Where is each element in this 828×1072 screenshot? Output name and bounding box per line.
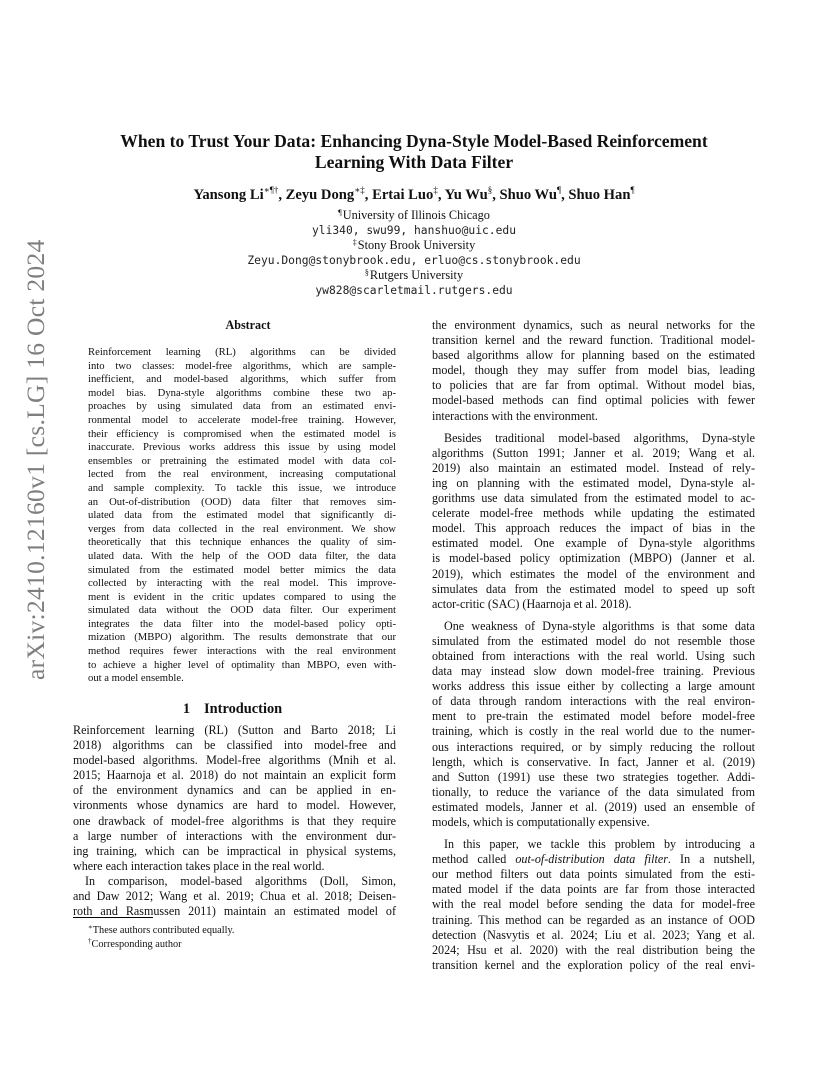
body-text-line: training, which is costly in the real world due to the numer- <box>432 724 755 739</box>
author-affiliation-marks: ∗‡ <box>354 185 365 195</box>
text-segment: method called <box>432 852 516 867</box>
body-text-line: model. This approach reduces the impact of bias in the <box>432 521 755 536</box>
body-text-line: roth and Rasmussen 2011) maintain an estimated model of <box>73 904 396 919</box>
author-separator: , <box>561 187 569 203</box>
body-text-line: mated model if the data points are far from those interacted <box>432 882 755 897</box>
abstract-line: inefficient, and model-based algorithms, which suffer from <box>88 374 396 386</box>
body-text-line: Reinforcement learning (RL) (Sutton and Barto 2018; Li <box>73 723 396 737</box>
abstract-line: an Out-of-distribution (OOD) data filter that removes sim- <box>88 496 396 508</box>
author-name: Shuo Han <box>568 187 631 203</box>
author-name: Yu Wu <box>444 187 488 203</box>
body-text-line: and Sutton (1991) use these two strategies together. Addi- <box>432 769 755 784</box>
body-text-line: of the environment dynamics and can be applied in en- <box>73 783 396 798</box>
body-text-line: interactions with the environment. <box>432 408 598 423</box>
body-text-line: length, which is conservative. In fact, Janner et al. (2019) <box>432 754 755 769</box>
author-affiliation-marks: ¶ <box>630 185 635 195</box>
body-text-line: to policies that are far from optimal. Without model bias, <box>432 378 755 393</box>
body-text-line: ous interactions required, or by simply reducing the rollout <box>432 739 755 754</box>
body-text-line: celerate model-free methods while updating the estimated <box>432 506 755 521</box>
footnote-rule <box>73 917 153 918</box>
paper-title <box>70 131 758 173</box>
author-affiliation-marks: ∗¶† <box>263 185 279 195</box>
body-text-line: where each interaction takes place in the real world. <box>73 858 325 873</box>
abstract-line: collected by interacting with the real model. This improve- <box>88 578 396 590</box>
body-text-line: our method filters out data points simulated from the esti- <box>432 867 755 882</box>
abstract-line: simulated data without the OOD data filter. Our experiment <box>88 605 396 617</box>
abstract-line: ronmental model to accelerate model-free training. However, <box>88 414 396 426</box>
affiliation-name: Stony Brook University <box>357 238 476 252</box>
abstract-line: inaccurate. Previous works address this issue by using model <box>88 442 396 454</box>
body-text-line: estimated models, Janner et al. (2019) used an ensemble of <box>432 799 755 814</box>
body-text-line: actor-critic (SAC) (Haarnoja et al. 2018). <box>432 596 632 611</box>
author-separator: , <box>278 187 286 203</box>
body-text-line: One weakness of Dyna-style algorithms is that some data <box>444 618 755 633</box>
abstract-line: mization (MBPO) algorithm. The results demonstrate that our <box>88 632 396 644</box>
section-number: 1 <box>182 701 191 717</box>
body-text-line: 2019), which estimates the model of the environment and <box>432 566 755 581</box>
body-text-line: simulates data from the estimated model to speed up soft <box>432 581 755 596</box>
body-text-line: transition kernel and the reward function. Traditional model- <box>432 333 755 348</box>
author-name: Shuo Wu <box>499 187 558 203</box>
abstract-heading: Abstract <box>225 318 271 332</box>
abstract-line: ulated data. With the help of the OOD data filter, the data <box>88 550 396 562</box>
author-separator: , <box>492 187 500 203</box>
email-rutgers: yw828@scarletmail.rutgers.edu <box>315 284 513 297</box>
body-text-line: ment to pre-train the estimated model before model-free <box>432 709 755 724</box>
body-text-line: obtained from interactions with the real world. Using such <box>432 648 755 663</box>
abstract-line: integrates the data filter into the model-based policy opti- <box>88 618 396 630</box>
body-text-line: of data through random interactions with the real environ- <box>432 694 755 709</box>
body-text-line: 2024; Hsu et al. 2020) with the real distribution being the <box>432 942 755 957</box>
paragraph-gap <box>432 424 755 431</box>
footnote-text: Corresponding author <box>91 939 182 950</box>
author-separator: , <box>437 187 445 203</box>
body-text-line: one drawback of model-free algorithms is that they require <box>73 813 396 828</box>
abstract-line: into two classes: model-free algorithms, which are sample- <box>88 360 396 372</box>
author-name: Zeyu Dong <box>285 187 355 203</box>
body-text-line: 2015; Haarnoja et al. 2018) do not maintain an explicit form <box>73 768 396 783</box>
abstract-line: to achieve a higher level of optimality than MBPO, even with- <box>88 659 396 671</box>
left-column-body <box>73 723 396 919</box>
body-text-line: 2018) algorithms can be classified into model-free and <box>73 738 396 753</box>
body-text-line: is model-based policy optimization (MBPO) (Janner et al. <box>432 551 755 566</box>
email-uic: yli340, swu99, hanshuo@uic.edu <box>311 224 517 237</box>
body-text-line: vironments whose dynamics are hard to model. However, <box>73 798 396 813</box>
abstract-line: out a model ensemble. <box>88 673 184 685</box>
right-column-body <box>432 318 755 973</box>
footnote-text: These authors contributed equally. <box>92 925 235 936</box>
body-text-line: data may instead slow down model-free training. Previous <box>432 664 755 679</box>
body-text-line: model-based methods can find optimal policies with fewer <box>432 393 755 408</box>
section-title: Introduction <box>204 701 283 717</box>
affiliation-name: University of Illinois Chicago <box>342 208 490 222</box>
abstract-line: method requires fewer interactions with the real environment <box>88 646 396 658</box>
paragraph-gap <box>432 612 755 619</box>
abstract-line: Reinforcement learning (RL) algorithms can be divided <box>88 347 396 358</box>
abstract-line: simulated from the estimated model better mimics the data <box>88 564 396 576</box>
body-text-line: the environment dynamics, such as neural networks for the <box>432 318 755 332</box>
abstract-line: ensembles or pretraining the estimated model with data col- <box>88 455 396 467</box>
footnote-mark: ∗ <box>88 923 93 931</box>
abstract-line: ulated data from the estimated model that significantly di- <box>88 510 396 522</box>
body-text-line: In comparison, model-based algorithms (Doll, Simon, <box>85 873 396 888</box>
body-text-line: a large number of interactions with the environment dur- <box>73 828 396 843</box>
author-affiliation-marks: ¶ <box>557 185 562 195</box>
author-separator: , <box>364 187 373 203</box>
affiliation-mark: ¶ <box>338 208 342 217</box>
text-segment: . In a nutshell, <box>667 852 755 867</box>
footnote-mark: † <box>88 937 92 945</box>
body-text-line: and Daw 2012; Wang et al. 2019; Chua et al. 2018; Deisen- <box>73 889 396 904</box>
footnote-corresponding-author <box>88 938 182 951</box>
title-line-2: Learning With Data Filter <box>314 152 514 172</box>
abstract-line: theoretically that this technique enhances the quality of sim- <box>88 537 396 549</box>
body-text-line: In this paper, we tackle this problem by introducing a <box>444 837 755 852</box>
body-text-line: with the real model before sending the data for model-free <box>432 897 755 912</box>
abstract-line: lected from the real environment, increasing computational <box>88 469 396 481</box>
body-text-line: gorithms use data simulated from the estimated model to ac- <box>432 491 755 506</box>
body-text-line: models, which is computationally expensive. <box>432 815 650 829</box>
author-name: Yansong Li <box>193 187 264 203</box>
abstract-line: proaches by using simulated data from an estimated envi- <box>88 401 396 413</box>
email-stonybrook: Zeyu.Dong@stonybrook.edu, erluo@cs.stonybrook.edu <box>247 254 581 267</box>
abstract-line: verges from data collected in the real environment. We show <box>88 523 396 535</box>
body-text-line: based algorithms allow for planning based on the estimated <box>432 348 755 363</box>
body-text-line: Besides traditional model-based algorithms, Dyna-style <box>444 430 755 445</box>
author-name: Ertai Luo <box>372 187 434 203</box>
section-heading-introduction <box>70 701 395 718</box>
abstract-line: model bias. Dyna-style algorithms combine these two ap- <box>88 387 396 399</box>
arxiv-identifier-stamp: arXiv:2410.12160v1 [cs.LG] 16 Oct 2024 <box>21 239 50 680</box>
paragraph-gap <box>432 830 755 837</box>
title-line-1: When to Trust Your Data: Enhancing Dyna-Style Model-Based Reinforcement <box>120 131 708 151</box>
body-text-line <box>432 852 755 867</box>
body-text-line: detection (Nasvytis et al. 2024; Liu et al. 2023; Yang et al. <box>432 927 755 942</box>
body-text-line: ing training, which can be impractical in physical systems, <box>73 843 396 858</box>
affiliation-uic <box>70 208 758 223</box>
body-text-line: transition kernel and the exploration policy of the real envi- <box>432 957 755 972</box>
abstract-line: their efficiency is compromised when the estimated model is <box>88 428 396 440</box>
emphasized-term: out-of-distribution data filter <box>515 852 668 867</box>
affiliation-mark: § <box>364 268 369 277</box>
body-text-line: 2019) also maintain an estimated model. Instead of rely- <box>432 460 755 475</box>
author-list <box>70 186 758 204</box>
body-text-line: ing on planning with the estimated model, Dyna-style al- <box>432 475 755 490</box>
body-text-line: model, though they may suffer from model bias, leading <box>432 363 755 378</box>
body-text-line: works address this issue either by collecting a large amount <box>432 679 755 694</box>
body-text-line: simulated from the estimated model do not resemble those <box>432 633 755 648</box>
body-text-line: model-based algorithms. Model-free algorithms (Mnih et al. <box>73 753 396 768</box>
abstract-line: and sample complexity. To tackle this issue, we introduce <box>88 482 396 494</box>
body-text-line: tionally, to reduce the variance of the data simulated from <box>432 784 755 799</box>
body-text-line: training. This method can be regarded as an instance of OOD <box>432 912 755 927</box>
affiliation-mark: ‡ <box>352 238 357 247</box>
affiliation-rutgers <box>70 268 758 283</box>
body-text-line: estimated model. One example of Dyna-style algorithms <box>432 536 755 551</box>
abstract-body <box>88 346 396 686</box>
affiliation-name: Rutgers University <box>369 268 464 282</box>
abstract-line: ment is evident in the critic updates compared to using the <box>88 591 396 603</box>
author-affiliation-marks: § <box>487 185 493 195</box>
footnote-equal-contribution <box>88 924 235 937</box>
affiliation-stonybrook <box>70 238 758 253</box>
author-affiliation-marks: ‡ <box>433 185 438 195</box>
body-text-line: algorithms (Sutton 1991; Janner et al. 2019; Wang et al. <box>432 445 755 460</box>
